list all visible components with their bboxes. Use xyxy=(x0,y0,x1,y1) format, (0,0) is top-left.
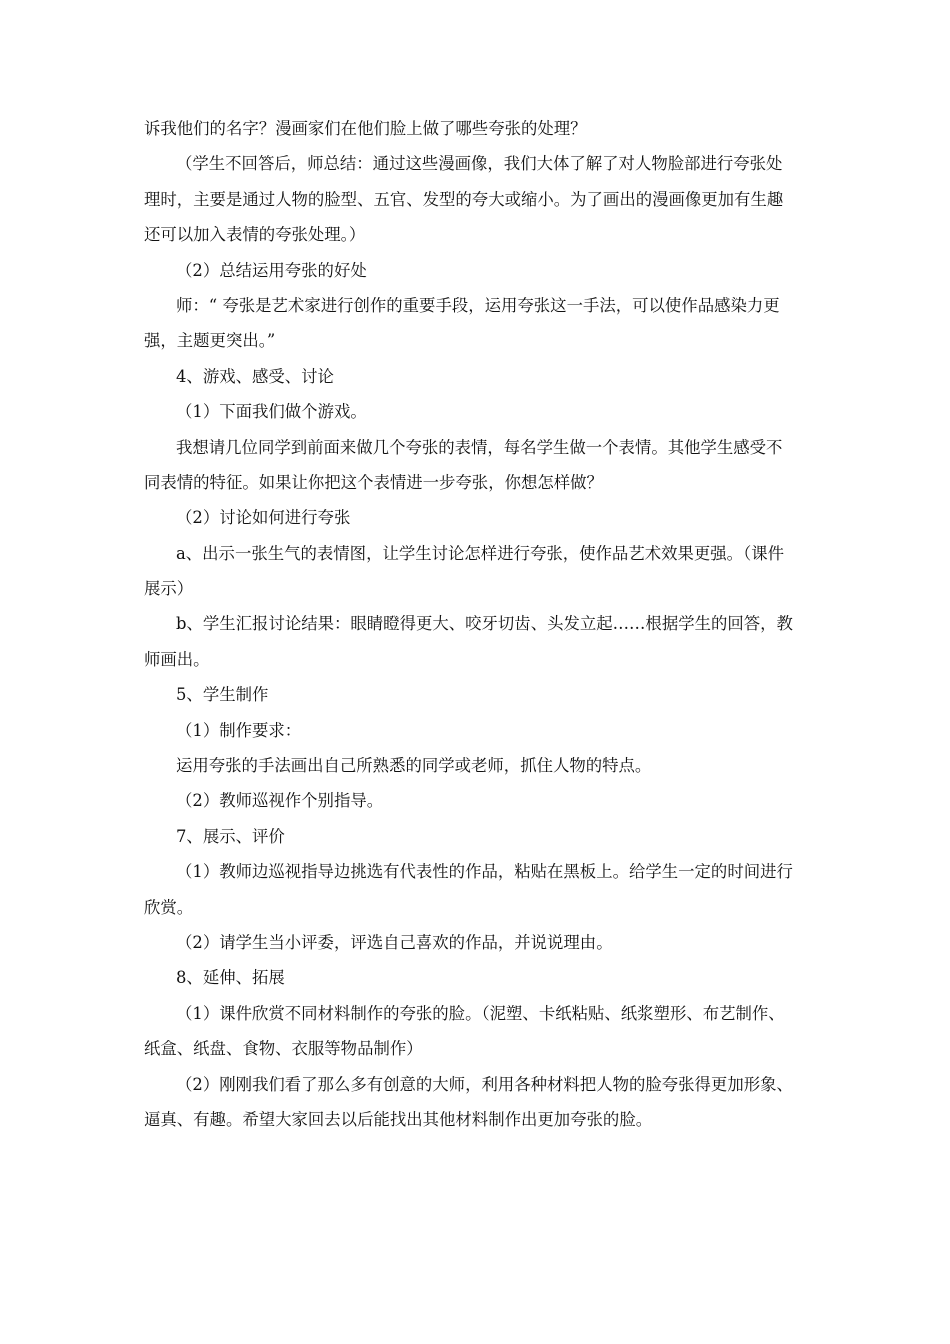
text-line: 运用夸张的手法画出自己所熟悉的同学或老师，抓住人物的特点。 xyxy=(176,756,652,776)
text-line: 8、延伸、拓展 xyxy=(176,968,285,988)
text-line: 5、学生制作 xyxy=(176,685,269,705)
text-line: （1）教师边巡视指导边挑选有代表性的作品，粘贴在黑板上。给学生一定的时间进行 xyxy=(176,862,793,882)
text-line: a、出示一张生气的表情图，让学生讨论怎样进行夸张，使作品艺术效果更强。（课件 xyxy=(176,543,785,563)
text-line: 展示） xyxy=(144,579,194,599)
text-line: （2）教师巡视作个别指导。 xyxy=(176,791,384,811)
text-line: 同表情的特征。如果让你把这个表情进一步夸张，你想怎样做？ xyxy=(144,472,603,492)
text-line: b、学生汇报讨论结果：眼睛瞪得更大、咬牙切齿、头发立起……根据学生的回答，教 xyxy=(176,614,793,634)
text-line: （1）课件欣赏不同材料制作的夸张的脸。（泥塑、卡纸粘贴、纸浆塑形、布艺制作、 xyxy=(176,1003,785,1023)
text-line: （2）讨论如何进行夸张 xyxy=(176,508,351,528)
text-line: 还可以加入表情的夸张处理。） xyxy=(144,225,366,245)
text-line: 4、游戏、感受、讨论 xyxy=(176,366,334,386)
text-line: 师：“ 夸张是艺术家进行创作的重要手段，运用夸张这一手法，可以使作品感染力更 xyxy=(176,295,780,315)
text-line: （2）总结运用夸张的好处 xyxy=(176,260,367,280)
text-line: 强，主题更突出。” xyxy=(144,331,276,351)
text-line: 师画出。 xyxy=(144,649,210,669)
text-line: 欣赏。 xyxy=(144,897,194,917)
text-line: （1）下面我们做个游戏。 xyxy=(176,402,367,422)
text-line: （2）请学生当小评委，评选自己喜欢的作品，并说说理由。 xyxy=(176,932,613,952)
text-line: （学生不回答后，师总结：通过这些漫画像，我们大体了解了对人物脸部进行夸张处 xyxy=(176,154,783,174)
text-line: 理时，主要是通过人物的脸型、五官、发型的夸大或缩小。为了画出的漫画像更加有生趣 xyxy=(144,189,784,209)
text-line: 7、展示、评价 xyxy=(176,826,285,846)
text-line: 纸盒、纸盘、食物、衣服等物品制作） xyxy=(144,1039,423,1059)
text-line: 我想请几位同学到前面来做几个夸张的表情，每名学生做一个表情。其他学生感受不 xyxy=(176,437,783,457)
text-line: 逼真、有趣。希望大家回去以后能找出其他材料制作出更加夸张的脸。 xyxy=(144,1109,653,1129)
text-line: （1）制作要求： xyxy=(176,720,302,740)
text-line: （2）刚刚我们看了那么多有创意的大师，利用各种材料把人物的脸夸张得更加形象、 xyxy=(176,1074,793,1094)
document-body xyxy=(144,111,814,1137)
text-line: 诉我他们的名字？漫画家们在他们脸上做了哪些夸张的处理？ xyxy=(144,119,587,138)
